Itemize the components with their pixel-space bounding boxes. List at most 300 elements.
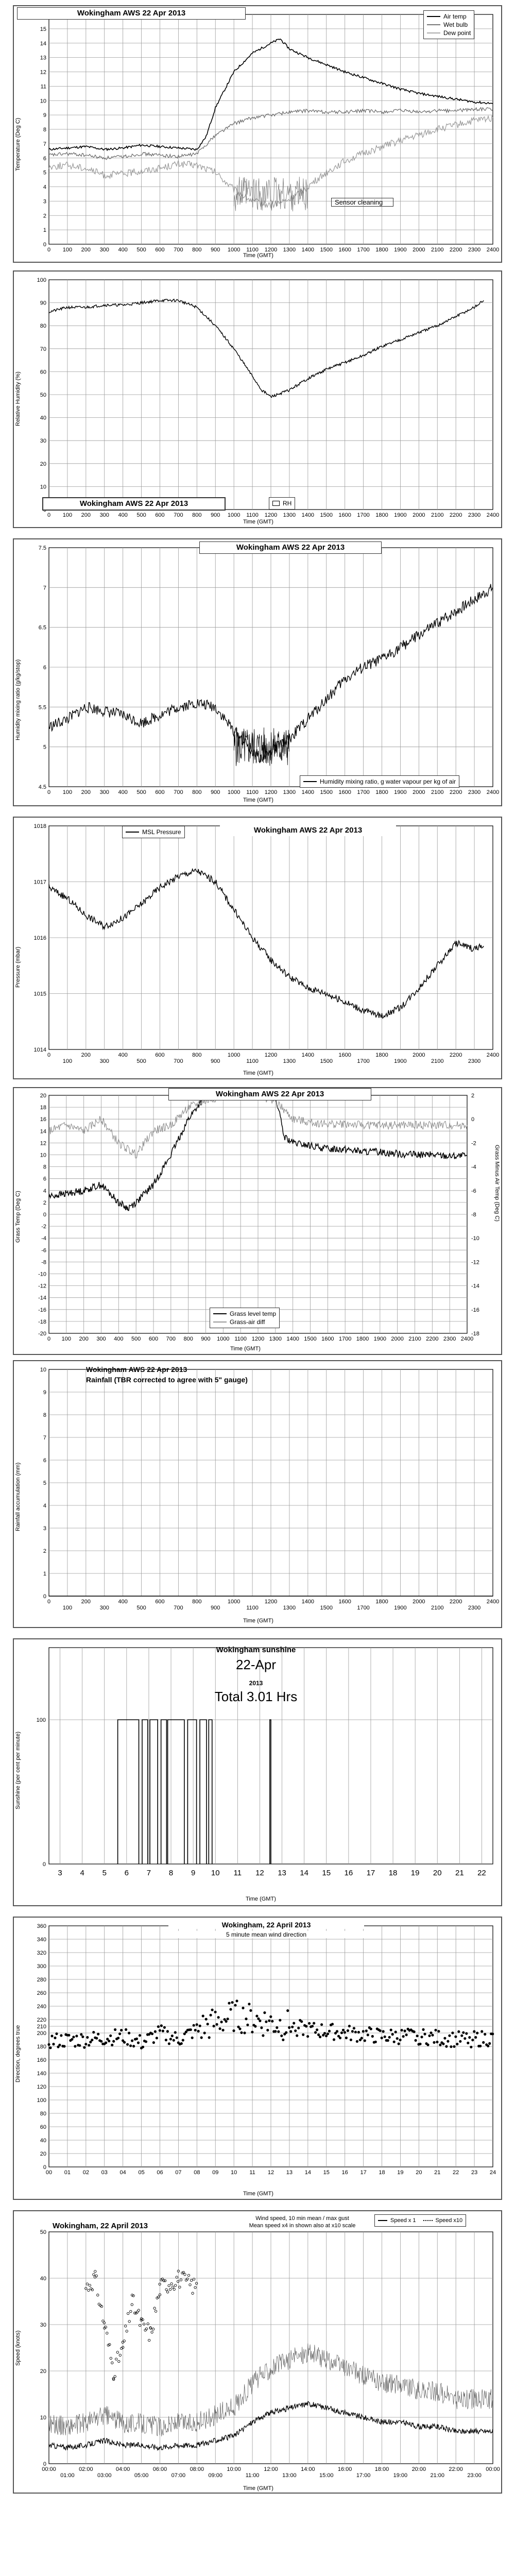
- x-tick-label: 1200: [264, 247, 278, 253]
- direction-point: [331, 2023, 334, 2025]
- y-tick-label: 8: [43, 1164, 46, 1171]
- direction-point: [60, 2034, 62, 2037]
- direction-point: [71, 2038, 73, 2041]
- direction-point: [413, 2030, 416, 2033]
- x-tick-label: 1500: [320, 512, 333, 518]
- direction-point: [157, 2025, 160, 2028]
- y-tick-label: 12: [40, 69, 46, 76]
- direction-point: [289, 2030, 292, 2033]
- direction-point: [306, 2035, 309, 2038]
- direction-point: [488, 2042, 491, 2045]
- x-tick-label: 19: [397, 2170, 404, 2176]
- direction-point: [293, 2022, 295, 2024]
- x-tick-label: 200: [81, 1599, 91, 1605]
- y-tick-label: -14: [38, 1295, 46, 1301]
- y-tick-label: 1: [43, 227, 46, 234]
- direction-point: [75, 2035, 78, 2037]
- y-tick-label: 0: [43, 1212, 46, 1218]
- x-tick-label: 1400: [286, 1336, 299, 1342]
- direction-point: [379, 2029, 382, 2032]
- x-tick-label: 19: [410, 1869, 420, 1877]
- direction-point: [139, 2034, 141, 2037]
- x-axis-title: Time (GMT): [243, 797, 273, 803]
- direction-point: [128, 2032, 130, 2035]
- direction-point: [394, 2031, 397, 2033]
- x-axis-title: Time (GMT): [243, 1070, 273, 1076]
- direction-point: [50, 2035, 53, 2037]
- wind-direction-chart-panel: [13, 1917, 502, 2200]
- direction-point: [323, 2032, 326, 2035]
- direction-point: [240, 2031, 243, 2034]
- direction-point: [462, 2031, 465, 2034]
- mixing-ratio-chart: [14, 539, 501, 805]
- y-tick-label: 90: [40, 300, 46, 307]
- y-tick-label: 210: [37, 2024, 46, 2030]
- y-tick-label: 0: [43, 2461, 46, 2467]
- y-tick-label: 8: [43, 1412, 46, 1418]
- direction-point: [135, 2038, 138, 2040]
- y2-tick-label: -10: [471, 1235, 479, 1242]
- x-tick-label: 08:00: [190, 2466, 204, 2472]
- direction-point: [365, 2029, 368, 2032]
- direction-point: [404, 2029, 406, 2032]
- x-tick-label: 2200: [449, 247, 462, 253]
- x-tick-label: 2200: [426, 1336, 439, 1342]
- direction-point: [351, 2030, 354, 2032]
- y-tick-label: 4: [43, 184, 46, 191]
- direction-point: [269, 2015, 272, 2018]
- y-tick-label: 18: [40, 1105, 46, 1111]
- y-tick-label: 280: [37, 1977, 46, 1983]
- x-tick-label: 5: [102, 1869, 107, 1877]
- direction-point: [251, 2031, 253, 2033]
- direction-point: [465, 2032, 468, 2035]
- x-tick-label: 300: [99, 247, 109, 253]
- x-tick-label: 100: [62, 1058, 73, 1064]
- direction-point: [142, 2046, 144, 2048]
- x-tick-label: 100: [62, 789, 73, 795]
- x-tick-label: 400: [114, 1336, 124, 1342]
- direction-point: [388, 2036, 391, 2039]
- y-tick-label: 10: [40, 484, 46, 490]
- x-tick-label: 14:00: [301, 2466, 315, 2472]
- direction-point: [117, 2037, 119, 2039]
- x-tick-label: 600: [155, 1052, 165, 1058]
- direction-point: [219, 2027, 221, 2030]
- x-tick-label: 400: [118, 512, 128, 518]
- x-tick-label: 15: [323, 2170, 330, 2176]
- x-tick-label: 1000: [227, 1599, 241, 1605]
- direction-point: [47, 2043, 50, 2046]
- y-tick-label: 6: [43, 1458, 46, 1464]
- direction-point: [286, 2009, 289, 2012]
- legend-item: Grass level temp: [213, 1310, 276, 1318]
- y-tick-label: 300: [37, 1963, 46, 1970]
- x-tick-label: 1800: [375, 789, 388, 795]
- direction-point: [91, 2039, 93, 2041]
- direction-point: [205, 2018, 208, 2021]
- y-tick-label: -4: [41, 1235, 46, 1242]
- y-tick-label: 2: [43, 213, 46, 219]
- y-tick-label: 40: [40, 2276, 46, 2282]
- y-tick-label: 13: [40, 55, 46, 61]
- direction-point: [399, 2039, 402, 2041]
- x-tick-label: 4: [80, 1869, 84, 1877]
- x-tick-label: 2000: [413, 512, 425, 518]
- x-tick-label: 1200: [264, 1052, 278, 1058]
- x-tick-label: 21: [455, 1869, 464, 1877]
- direction-point: [156, 2037, 158, 2039]
- y-tick-label: 40: [40, 415, 46, 421]
- x-tick-label: 0: [47, 512, 51, 518]
- y-tick-label: 7: [43, 585, 46, 591]
- direction-point: [125, 2028, 127, 2031]
- wind-speed-chart-panel: [13, 2210, 502, 2494]
- direction-point: [231, 2001, 233, 2004]
- direction-point: [431, 2034, 434, 2037]
- direction-point: [88, 2044, 90, 2046]
- sunshine-total: Total 3.01 Hrs: [214, 1689, 298, 1704]
- y-tick-label: 4: [43, 1503, 46, 1509]
- direction-point: [297, 2027, 300, 2029]
- direction-point: [200, 2036, 203, 2039]
- x-tick-label: 00: [45, 2170, 53, 2176]
- x-tick-label: 900: [211, 789, 220, 795]
- x-tick-label: 1500: [320, 1605, 333, 1611]
- direction-point: [447, 2040, 449, 2043]
- x-tick-label: 300: [99, 789, 109, 795]
- x-tick-label: 1900: [394, 1058, 407, 1064]
- y-tick-label: 20: [40, 2368, 46, 2375]
- x-tick-label: 09: [212, 2170, 219, 2176]
- direction-point: [245, 2018, 247, 2020]
- y-tick-label: -8: [41, 1259, 46, 1266]
- x-tick-label: 900: [211, 512, 220, 518]
- direction-point: [436, 2041, 438, 2043]
- x-tick-label: 2300: [443, 1336, 456, 1342]
- direction-point: [152, 2041, 155, 2044]
- x-tick-label: 1400: [301, 1052, 315, 1058]
- direction-point: [339, 2037, 341, 2039]
- direction-point: [356, 2040, 358, 2043]
- pressure-chart-panel: [13, 817, 502, 1079]
- chart-subtitle: 5 minute mean wind direction: [168, 1931, 364, 1938]
- x-tick-label: 0: [47, 1336, 51, 1342]
- direction-point: [171, 2035, 174, 2037]
- sunshine-chart-panel: [13, 1638, 502, 1906]
- x-tick-label: 1200: [264, 789, 278, 795]
- y-tick-label: 10: [40, 1152, 46, 1159]
- x-tick-label: 03:00: [97, 2472, 112, 2479]
- x-tick-label: 07: [175, 2170, 182, 2176]
- x-tick-label: 1100: [246, 247, 259, 253]
- direction-point: [137, 2041, 140, 2044]
- y-tick-label: 20: [40, 461, 46, 467]
- direction-point: [95, 2037, 98, 2040]
- direction-point: [360, 2037, 363, 2039]
- x-tick-label: 2100: [431, 247, 444, 253]
- direction-point: [442, 2043, 444, 2045]
- x-tick-label: 10: [231, 2170, 237, 2176]
- direction-point: [83, 2046, 85, 2049]
- x-tick-label: 2400: [486, 789, 500, 795]
- x-tick-label: 200: [81, 247, 91, 253]
- direction-point: [333, 2038, 335, 2041]
- x-tick-label: 1500: [320, 1058, 333, 1064]
- x-tick-label: 17: [360, 2170, 367, 2176]
- direction-point: [471, 2039, 474, 2041]
- direction-point: [443, 2037, 446, 2040]
- direction-point: [450, 2045, 452, 2048]
- x-tick-label: 2300: [468, 512, 481, 518]
- x-tick-label: 14: [300, 1869, 308, 1877]
- direction-point: [243, 2031, 246, 2034]
- x-tick-label: 04: [119, 2170, 126, 2176]
- direction-point: [464, 2037, 466, 2040]
- direction-point: [163, 2026, 166, 2029]
- direction-point: [402, 2035, 405, 2038]
- x-tick-label: 2000: [413, 1052, 425, 1058]
- direction-point: [296, 2035, 298, 2037]
- x-tick-label: 200: [81, 1052, 91, 1058]
- temperature-chart: [14, 6, 501, 262]
- y-tick-label: 1014: [33, 1047, 46, 1053]
- x-tick-label: 0: [47, 1599, 51, 1605]
- direction-point: [277, 2030, 280, 2033]
- direction-point: [381, 2037, 383, 2039]
- x-tick-label: 0: [47, 789, 51, 795]
- x-tick-label: 21: [434, 2170, 441, 2176]
- direction-point: [311, 2025, 314, 2027]
- direction-point: [405, 2033, 408, 2036]
- direction-point: [470, 2046, 472, 2048]
- legend-item: Grass-air diff: [213, 1318, 276, 1326]
- x-tick-label: 2200: [449, 512, 462, 518]
- wind-direction-chart: [14, 1918, 501, 2199]
- x-tick-label: 07:00: [171, 2472, 186, 2479]
- x-tick-label: 1700: [357, 247, 370, 253]
- x-tick-label: 1500: [320, 247, 333, 253]
- x-tick-label: 05: [138, 2170, 145, 2176]
- direction-point: [259, 2020, 261, 2022]
- y-tick-label: 6: [43, 1176, 46, 1182]
- y-tick-label: 120: [37, 2084, 46, 2090]
- x-tick-label: 1500: [320, 789, 333, 795]
- y-tick-label: 5: [43, 170, 46, 176]
- x-tick-label: 1900: [394, 789, 407, 795]
- direction-point: [320, 2023, 323, 2026]
- direction-point: [86, 2036, 89, 2039]
- y-tick-label: 0: [43, 1594, 46, 1600]
- x-tick-label: 100: [62, 247, 73, 253]
- direction-point: [274, 2030, 277, 2032]
- x-tick-label: 1000: [227, 789, 241, 795]
- x-tick-label: 300: [99, 1058, 109, 1064]
- y-tick-label: 2: [43, 1548, 46, 1554]
- x-tick-label: 17:00: [356, 2472, 371, 2479]
- direction-point: [342, 2029, 345, 2031]
- x-tick-label: 1600: [338, 1599, 351, 1605]
- x-tick-label: 900: [211, 1605, 220, 1611]
- direction-point: [401, 2029, 403, 2031]
- y-tick-label: 20: [40, 1093, 46, 1099]
- x-tick-label: 2100: [431, 1605, 444, 1611]
- x-tick-label: 800: [192, 789, 202, 795]
- direction-point: [453, 2045, 455, 2048]
- x-tick-label: 700: [174, 1058, 183, 1064]
- direction-point: [169, 2038, 172, 2040]
- y2-axis-title: Grass Minus Air Temp (Deg C): [494, 1145, 500, 1222]
- x-tick-label: 0: [47, 247, 51, 253]
- direction-point: [74, 2045, 76, 2047]
- direction-point: [467, 2042, 469, 2044]
- x-tick-label: 1000: [217, 1336, 230, 1342]
- x-tick-label: 1800: [356, 1336, 369, 1342]
- x-tick-label: 22: [453, 2170, 459, 2176]
- x-tick-label: 1600: [338, 512, 351, 518]
- x-tick-label: 1600: [338, 789, 351, 795]
- x-tick-label: 04:00: [115, 2466, 130, 2472]
- direction-point: [350, 2039, 352, 2041]
- direction-point: [459, 2040, 461, 2043]
- legend-item: RH: [272, 499, 291, 507]
- direction-point: [374, 2041, 377, 2043]
- direction-point: [305, 2025, 307, 2027]
- x-tick-label: 700: [174, 512, 183, 518]
- x-tick-label: 300: [96, 1336, 106, 1342]
- x-tick-label: 02:00: [79, 2466, 93, 2472]
- x-tick-label: 12: [267, 2170, 274, 2176]
- x-tick-label: 1000: [227, 1052, 241, 1058]
- direction-point: [80, 2033, 82, 2036]
- x-tick-label: 2000: [413, 1599, 425, 1605]
- direction-point: [81, 2036, 84, 2038]
- x-tick-label: 400: [118, 1052, 128, 1058]
- y-axis-title: Speed (knots): [15, 2330, 21, 2366]
- x-tick-label: 1800: [375, 1599, 388, 1605]
- x-tick-label: 14: [304, 2170, 311, 2176]
- x-tick-label: 20: [416, 2170, 422, 2176]
- direction-point: [174, 2031, 177, 2033]
- direction-point: [433, 2041, 435, 2044]
- y2-tick-label: -18: [471, 1331, 479, 1337]
- x-tick-label: 11: [233, 1869, 242, 1877]
- direction-point: [430, 2031, 432, 2034]
- direction-point: [354, 2031, 357, 2033]
- direction-point: [194, 2029, 197, 2031]
- direction-point: [428, 2035, 431, 2037]
- y-tick-label: 12: [40, 1140, 46, 1147]
- direction-point: [445, 2045, 448, 2048]
- x-tick-label: 2000: [391, 1336, 404, 1342]
- y-tick-label: 50: [40, 392, 46, 398]
- y-tick-label: 20: [40, 2151, 46, 2157]
- x-tick-label: 600: [148, 1336, 159, 1342]
- mixing-ratio-legend: [300, 775, 459, 788]
- x-tick-label: 100: [62, 1605, 73, 1611]
- legend-item: Speed x10: [423, 2216, 463, 2225]
- wind-speed-chart: [14, 2211, 501, 2493]
- y-tick-label: 100: [37, 2097, 46, 2104]
- x-tick-label: 2200: [449, 1599, 462, 1605]
- x-tick-label: 22: [477, 1869, 486, 1877]
- y2-tick-label: -8: [471, 1212, 476, 1218]
- y2-tick-label: -6: [471, 1188, 476, 1194]
- chart-title: Wokingham AWS 22 Apr 2013: [199, 541, 382, 554]
- direction-point: [484, 2033, 486, 2036]
- x-tick-label: 7: [146, 1869, 151, 1877]
- x-tick-label: 10:00: [227, 2466, 241, 2472]
- x-tick-label: 700: [166, 1336, 176, 1342]
- direction-point: [123, 2041, 126, 2044]
- y-tick-label: 15: [40, 26, 46, 32]
- direction-point: [396, 2037, 399, 2040]
- direction-point: [313, 2022, 315, 2025]
- x-tick-label: 1900: [394, 1605, 407, 1611]
- direction-point: [248, 2003, 250, 2005]
- x-tick-label: 400: [118, 789, 128, 795]
- direction-point: [393, 2041, 396, 2043]
- direction-point: [160, 2024, 163, 2027]
- x-tick-label: 1200: [251, 1336, 265, 1342]
- direction-point: [228, 2002, 230, 2005]
- x-tick-label: 3: [58, 1869, 62, 1877]
- grass-chart-panel: [13, 1087, 502, 1355]
- chart-title: Wokingham AWS 22 Apr 2013: [42, 497, 226, 511]
- x-tick-label: 8: [168, 1869, 174, 1877]
- direction-point: [263, 2011, 266, 2014]
- x-tick-label: 600: [155, 789, 165, 795]
- direction-point: [249, 2009, 252, 2012]
- x-tick-label: 1400: [301, 789, 315, 795]
- x-axis-title: Time (GMT): [243, 1618, 273, 1624]
- direction-point: [370, 2028, 372, 2030]
- direction-point: [193, 2024, 195, 2027]
- x-tick-label: 600: [155, 1599, 165, 1605]
- direction-point: [111, 2044, 113, 2046]
- direction-point: [476, 2032, 478, 2035]
- direction-point: [211, 2009, 214, 2011]
- x-tick-label: 1400: [301, 1599, 315, 1605]
- chart-note: Mean speed x4 in shown also at x10 scale: [249, 2223, 356, 2229]
- direction-point: [265, 2021, 267, 2023]
- x-tick-label: 800: [192, 512, 202, 518]
- direction-point: [434, 2029, 437, 2031]
- direction-point: [260, 2026, 263, 2029]
- x-tick-label: 05:00: [134, 2472, 149, 2479]
- direction-point: [276, 2026, 278, 2029]
- x-tick-label: 1800: [375, 1052, 388, 1058]
- x-tick-label: 100: [62, 512, 73, 518]
- direction-point: [345, 2037, 348, 2039]
- direction-point: [487, 2045, 489, 2047]
- x-tick-label: 1300: [283, 1058, 296, 1064]
- x-tick-label: 1700: [357, 512, 370, 518]
- direction-point: [191, 2037, 194, 2039]
- direction-point: [229, 2008, 232, 2011]
- direction-point: [196, 2023, 198, 2026]
- direction-point: [422, 2028, 424, 2031]
- y-tick-label: 1015: [33, 991, 46, 997]
- x-tick-label: 800: [183, 1336, 193, 1342]
- x-tick-label: 13:00: [282, 2472, 297, 2479]
- y-tick-label: -12: [38, 1283, 46, 1290]
- direction-point: [279, 2019, 281, 2022]
- x-tick-label: 15: [322, 1869, 331, 1877]
- direction-point: [232, 2029, 235, 2032]
- direction-point: [367, 2033, 369, 2036]
- direction-point: [126, 2043, 129, 2046]
